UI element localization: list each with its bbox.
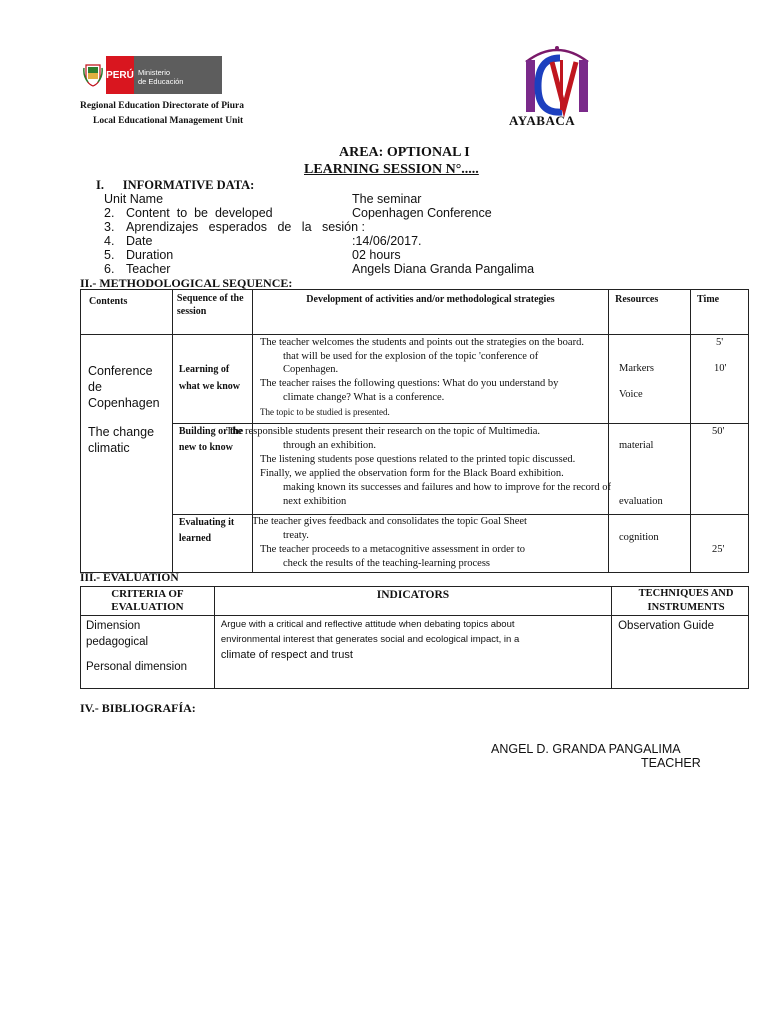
criteria-pedagogical: Dimension pedagogical [86,620,149,648]
resource-item: evaluation [619,496,663,507]
resources-cell [609,335,691,424]
time-value: 25' [712,544,725,555]
header-development: Development of activities and/or methodological strategies [252,290,608,335]
header-techniques: TECHNIQUES AND INSTRUMENTS [612,587,749,616]
time-value: 10' [714,363,727,374]
indicator-line: Argue with a critical and reflective attitude when debating topics about [220,619,515,630]
signature-role: TEACHER [641,756,701,770]
time-value: 50' [712,426,725,437]
header-time: Time [691,290,749,335]
strategy-line: The teacher welcomes the students and points out the strategies on the board. [260,337,584,348]
indicator-cell [214,616,611,689]
strategy-line: that will be used for the explosion of the topic 'conference of [283,351,539,362]
strategy-line: The listening students pose questions related to the printed topic discussed. [260,454,576,465]
strategy-line: check the results of the teaching-learning process [283,558,491,569]
stage-building: Building or the new to know [172,424,252,515]
contents-topic: Conference de Copenhagen [88,364,160,410]
school-logo-text: AYABACA [509,113,576,128]
indicator-line: environmental interest that generates social and ecological impact, in a [220,634,520,645]
technique-cell: Observation Guide [612,616,749,689]
header-contents: Contents [81,290,173,335]
info-num: 2. [104,206,115,220]
resource-item: cognition [619,532,659,543]
stage-evaluating: Evaluating it learned [172,515,252,573]
resource-item: material [619,440,654,451]
indicator-line: climate of respect and trust [220,649,353,661]
info-teacher-label: Teacher [126,262,171,276]
strategy-line: through an exhibition. [283,440,377,451]
info-unit-label: Unit Name [104,192,164,206]
directorate-name: Regional Education Directorate of Piura [80,101,244,111]
informative-heading: I. INFORMATIVE DATA: [96,178,255,192]
ministry-name: Ministerio de Educación [134,56,222,94]
header-resources: Resources [609,290,691,335]
strategy-line: next exhibition [283,496,347,507]
strategy-line: treaty. [283,530,309,541]
area-title: AREA: OPTIONAL I [339,145,470,160]
info-duration-label: Duration [126,248,174,262]
strategy-line: Finally, we applied the observation form for the Black Board exhibition. [260,468,564,479]
info-duration-value: 02 hours [352,248,401,262]
strategy-line: making known its successes and failures and how to improve for the record of [283,482,612,493]
info-teacher-value: Angels Diana Granda Pangalima [352,262,535,276]
peru-brand: PERÚ [106,56,134,94]
header-criteria: CRITERIA OF EVALUATION [81,587,215,616]
info-num: 3. [104,220,115,234]
strategy-line: The responsible students present their research on the topic of Multimedia. [226,426,541,437]
management-unit-name: Local Educational Management Unit [93,116,244,126]
criteria-personal: Personal dimension [86,661,188,673]
methodological-heading: II.- METHODOLOGICAL SEQUENCE: [80,276,293,290]
coat-of-arms-icon [80,56,106,94]
info-date-label: Date [126,234,153,248]
session-title: LEARNING SESSION N°..... [304,162,479,177]
info-date-value: :14/06/2017. [352,234,422,248]
evaluation-table [80,586,749,689]
stage-learning: Learning of what we know [172,335,252,424]
table-header-row [81,587,749,616]
signature-name: ANGEL D. GRANDA PANGALIMA [491,742,681,756]
school-logo [509,40,602,130]
strategy-line: The teacher gives feedback and consolidates the topic Goal Sheet [252,516,527,527]
info-learning-label: Aprendizajes esperados de la sesión : [126,220,366,234]
info-num: 6. [104,262,115,276]
strategy-line: The teacher proceeds to a metacognitive assessment in order to [260,544,526,555]
header-sequence: Sequence of the session [172,290,252,335]
info-content-label: Content to be developed [126,206,273,220]
criteria-cell [81,616,215,689]
info-num: 5. [104,248,115,262]
strategy-line: The teacher raises the following questions: What do you understand by [260,378,559,389]
ministry-logo [80,56,222,94]
contents-subtopic: The change climatic [88,425,155,455]
school-emblem-icon [512,40,602,122]
evaluation-heading: III.- EVALUATION [80,572,179,584]
time-value: 5' [716,337,724,348]
bibliography-heading: IV.- BIBLIOGRAFÍA: [80,701,196,715]
strategy-line: Copenhagen. [283,364,339,375]
resource-item: Markers [619,363,654,374]
resource-item: Voice [619,389,643,400]
info-num: 4. [104,234,115,248]
table-row [81,616,749,689]
info-unit-value: The seminar [352,192,422,206]
table-header-row [81,290,749,335]
info-content-value: Copenhagen Conference [352,206,492,220]
contents-cell [81,335,173,573]
header-indicators: INDICATORS [214,587,611,616]
strategy-line: The topic to be studied is presented. [260,407,390,417]
strategy-line: climate change? What is a conference. [283,392,445,403]
